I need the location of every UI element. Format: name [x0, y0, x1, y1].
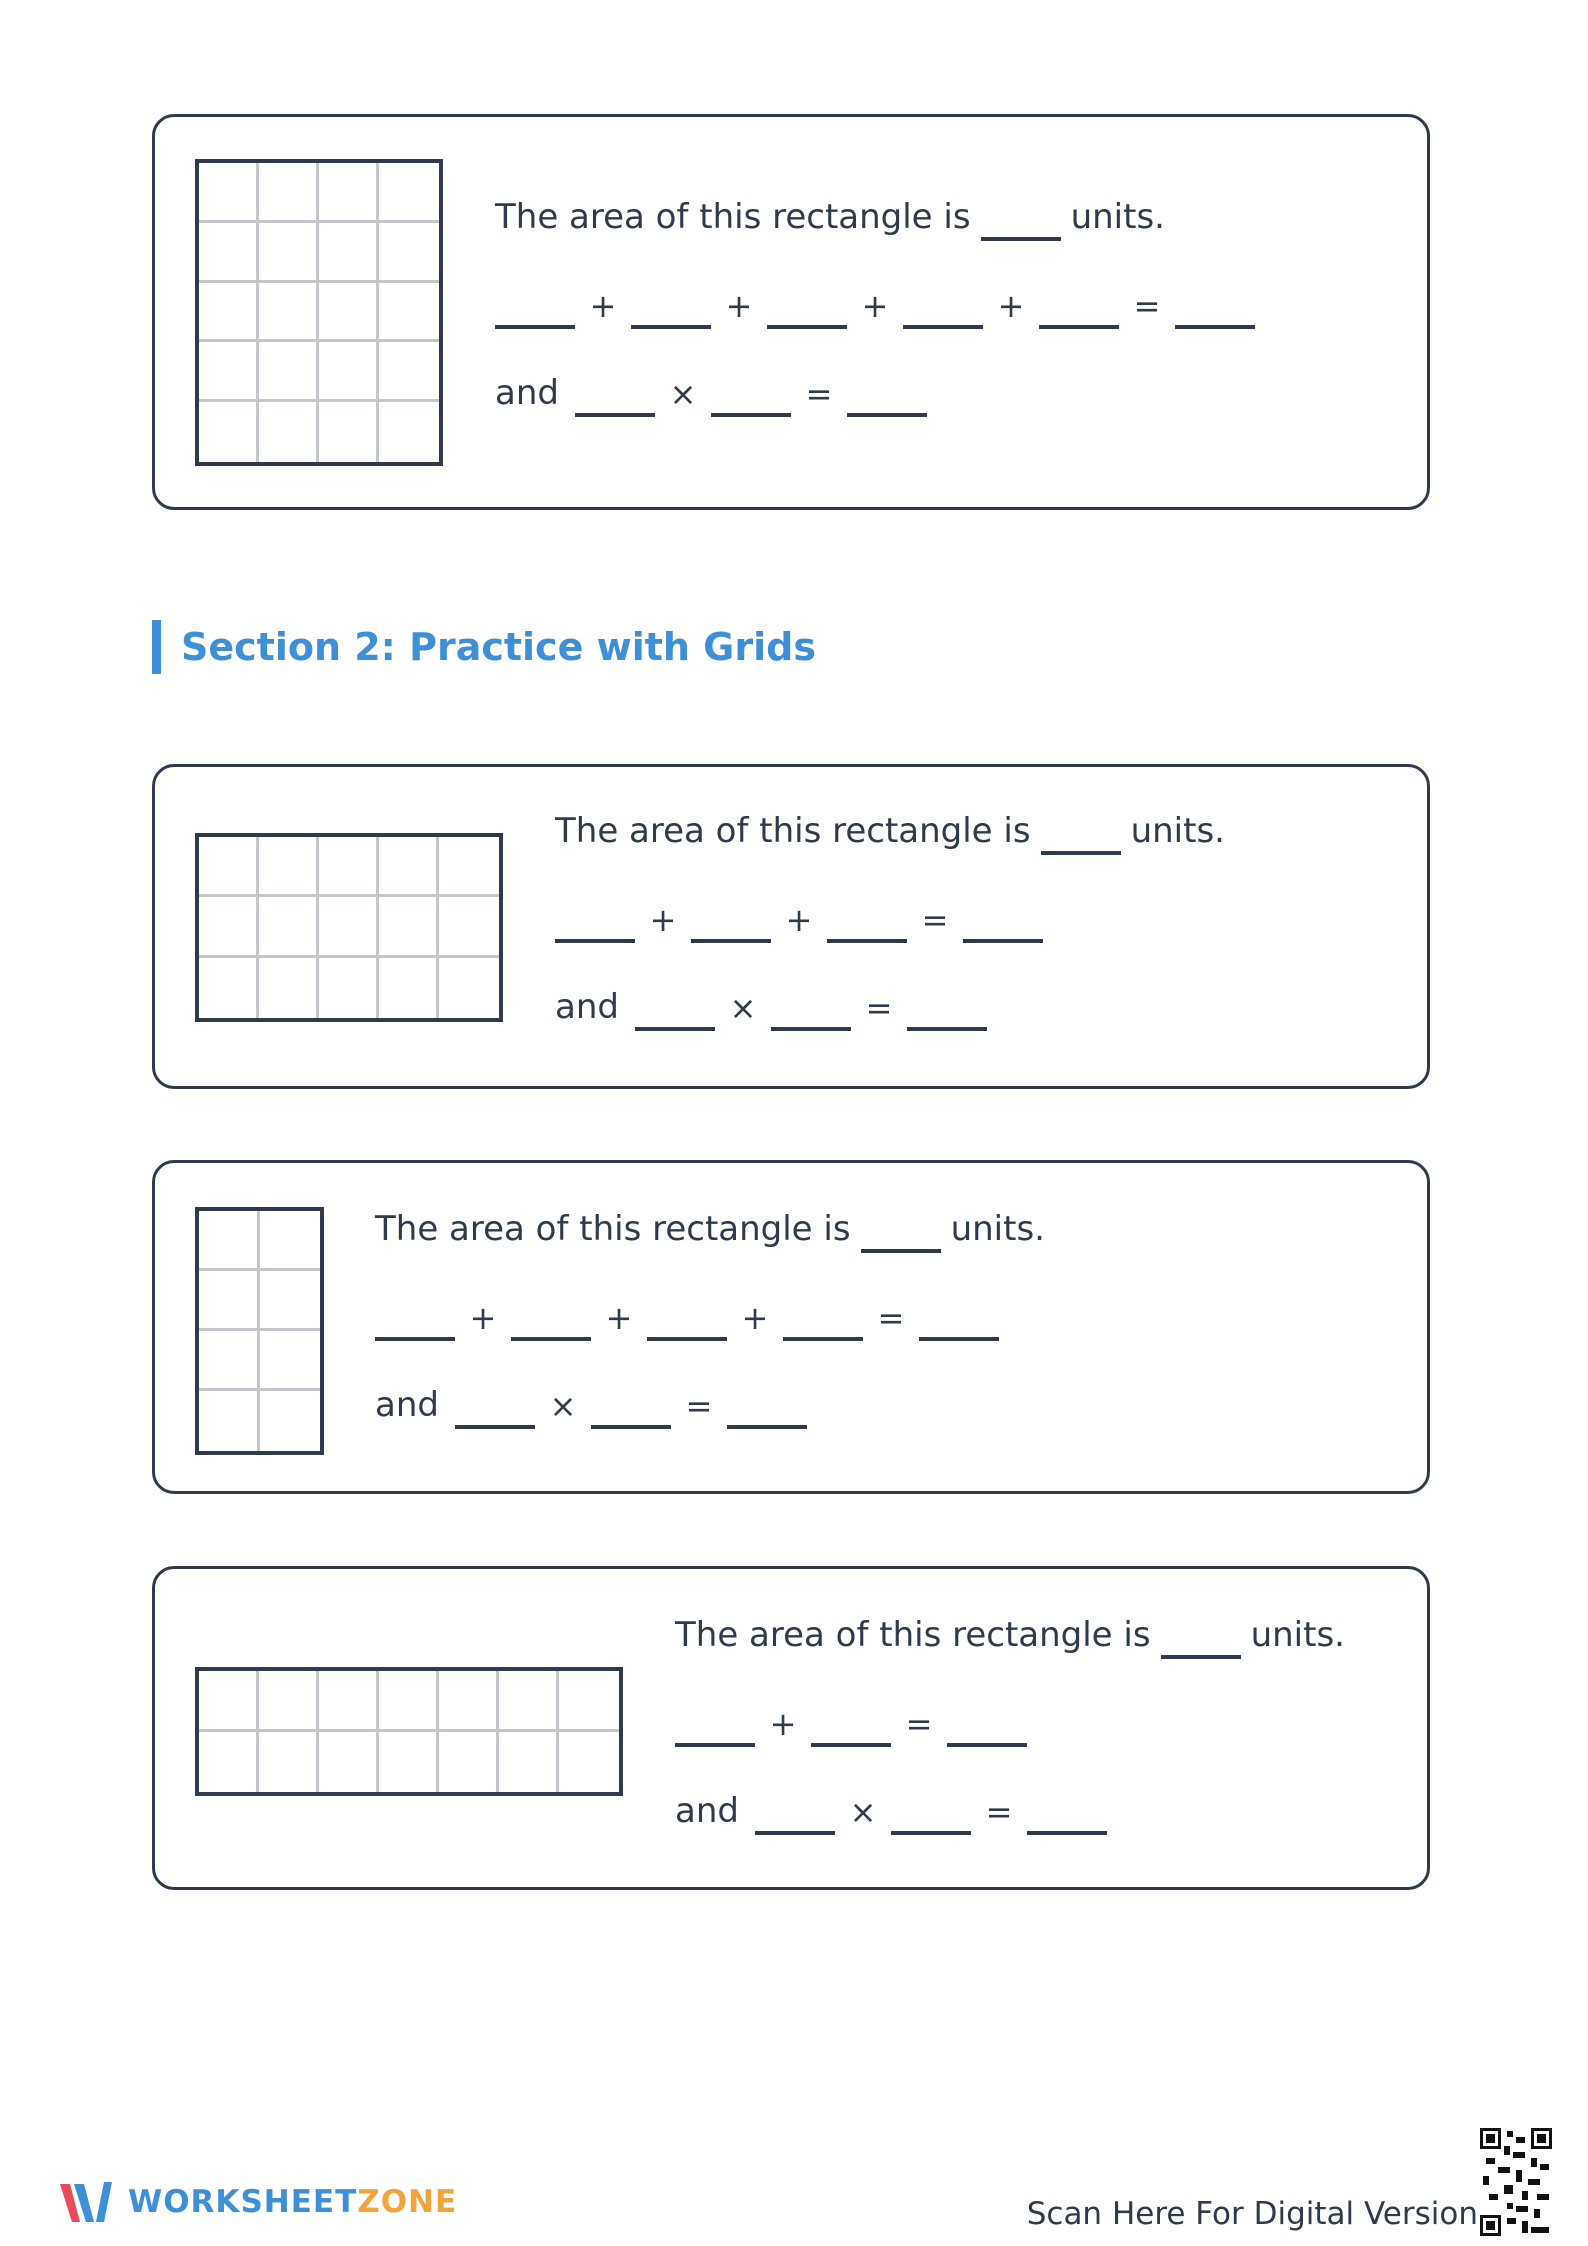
grid-cell: [319, 342, 379, 402]
addend-blank[interactable]: [647, 1337, 727, 1341]
grid-cell: [199, 1671, 259, 1732]
grid-cell: [199, 223, 259, 283]
area-text: The area of this rectangle is: [555, 811, 1031, 851]
addend-blank[interactable]: [691, 939, 771, 943]
sum-blank[interactable]: [963, 939, 1043, 943]
equals-sign: =: [905, 1705, 933, 1743]
grid-cell: [199, 837, 259, 897]
plus-sign: +: [649, 901, 677, 939]
problem-card-3: [152, 1160, 1430, 1494]
plus-sign: +: [605, 1299, 633, 1337]
plus-sign: +: [741, 1299, 769, 1337]
answer-blank[interactable]: [861, 1249, 941, 1253]
grid-cell: [559, 1732, 619, 1793]
sum-blank[interactable]: [947, 1743, 1027, 1747]
rectangle-grid: [195, 159, 443, 466]
product-blank[interactable]: [847, 413, 927, 417]
plus-sign: +: [469, 1299, 497, 1337]
and-label: and: [675, 1791, 739, 1831]
grid-cell: [259, 1671, 319, 1732]
section-heading: [152, 620, 816, 674]
product-blank[interactable]: [727, 1425, 807, 1429]
grid-cell: [199, 1271, 260, 1331]
addend-blank[interactable]: [375, 1337, 455, 1341]
problem-card-1: [152, 114, 1430, 510]
area-text: The area of this rectangle is: [495, 197, 971, 237]
grid-cell: [439, 1732, 499, 1793]
multiplication-equation: [375, 1379, 1045, 1431]
grid-cell: [199, 1331, 260, 1391]
grid-cell: [439, 1671, 499, 1732]
addend-blank[interactable]: [555, 939, 635, 943]
grid-cell: [439, 837, 499, 897]
grid-cell: [259, 163, 319, 223]
equals-sign: =: [985, 1793, 1013, 1831]
times-sign: ×: [549, 1387, 577, 1425]
question-block: [555, 809, 1225, 1033]
problem-card-2: [152, 764, 1430, 1089]
area-text: The area of this rectangle is: [375, 1209, 851, 1249]
grid-cell: [199, 1732, 259, 1793]
grid-cell: [379, 283, 439, 343]
section-title: Section 2: Practice with Grids: [181, 625, 816, 669]
product-blank[interactable]: [907, 1027, 987, 1031]
plus-sign: +: [785, 901, 813, 939]
factor-blank[interactable]: [771, 1027, 851, 1031]
grid-cell: [319, 837, 379, 897]
grid-cell: [259, 223, 319, 283]
answer-blank[interactable]: [1161, 1655, 1241, 1659]
plus-sign: +: [725, 287, 753, 325]
sum-blank[interactable]: [919, 1337, 999, 1341]
factor-blank[interactable]: [591, 1425, 671, 1429]
times-sign: ×: [669, 375, 697, 413]
grid-cell: [199, 163, 259, 223]
equals-sign: =: [805, 375, 833, 413]
grid-cell: [379, 163, 439, 223]
grid-cell: [199, 283, 259, 343]
grid-cell: [199, 1211, 260, 1271]
units-text: units.: [1130, 811, 1225, 851]
addition-equation: [495, 279, 1255, 331]
grid-cell: [260, 1271, 321, 1331]
brand-part-worksheet: WORKSHEET: [128, 2184, 358, 2220]
and-label: and: [375, 1385, 439, 1425]
addend-blank[interactable]: [827, 939, 907, 943]
grid-cell: [199, 958, 259, 1018]
units-text: units.: [950, 1209, 1045, 1249]
plus-sign: +: [997, 287, 1025, 325]
grid-cell: [199, 402, 259, 462]
equals-sign: =: [685, 1387, 713, 1425]
and-label: and: [495, 373, 559, 413]
multiplication-equation: [675, 1785, 1345, 1837]
grid-cell: [319, 1671, 379, 1732]
brand-name: [128, 2184, 457, 2220]
grid-cell: [259, 837, 319, 897]
grid-cell: [499, 1732, 559, 1793]
grid-cell: [199, 1391, 260, 1451]
grid-cell: [319, 283, 379, 343]
multiplication-equation: [555, 981, 1225, 1033]
grid-cell: [379, 223, 439, 283]
grid-cell: [499, 1671, 559, 1732]
equals-sign: =: [921, 901, 949, 939]
grid-cell: [259, 402, 319, 462]
answer-blank[interactable]: [981, 237, 1061, 241]
grid-cell: [199, 897, 259, 957]
grid-cell: [259, 958, 319, 1018]
problem-card-4: [152, 1566, 1430, 1890]
grid-cell: [260, 1331, 321, 1391]
area-text: The area of this rectangle is: [675, 1615, 1151, 1655]
grid-cell: [379, 1671, 439, 1732]
qr-code-icon[interactable]: [1480, 2128, 1552, 2236]
and-label: and: [555, 987, 619, 1027]
grid-cell: [319, 897, 379, 957]
factor-blank[interactable]: [891, 1831, 971, 1835]
question-block: [675, 1613, 1345, 1837]
addend-blank[interactable]: [631, 325, 711, 329]
grid-cell: [259, 897, 319, 957]
brand-part-zone: ZONE: [357, 2184, 458, 2220]
units-text: units.: [1070, 197, 1165, 237]
grid-cell: [199, 342, 259, 402]
grid-cell: [319, 1732, 379, 1793]
grid-cell: [559, 1671, 619, 1732]
brand-logo: [56, 2176, 457, 2228]
grid-cell: [379, 837, 439, 897]
addend-blank[interactable]: [511, 1337, 591, 1341]
addition-equation: [555, 893, 1225, 945]
factor-blank[interactable]: [711, 413, 791, 417]
grid-cell: [379, 342, 439, 402]
addend-blank[interactable]: [675, 1743, 755, 1747]
grid-cell: [379, 897, 439, 957]
grid-cell: [319, 163, 379, 223]
scan-text: Scan Here For Digital Version: [1026, 2196, 1478, 2232]
grid-cell: [260, 1391, 321, 1451]
addend-blank[interactable]: [1039, 325, 1119, 329]
question-block: [495, 195, 1255, 419]
grid-cell: [259, 1732, 319, 1793]
addend-blank[interactable]: [495, 325, 575, 329]
addition-equation: [675, 1697, 1345, 1749]
addend-blank[interactable]: [783, 1337, 863, 1341]
grid-cell: [259, 283, 319, 343]
rectangle-grid: [195, 1667, 623, 1796]
answer-blank[interactable]: [1041, 851, 1121, 855]
addend-blank[interactable]: [767, 325, 847, 329]
grid-cell: [379, 402, 439, 462]
grid-cell: [439, 958, 499, 1018]
factor-blank[interactable]: [635, 1027, 715, 1031]
equals-sign: =: [1133, 287, 1161, 325]
factor-blank[interactable]: [455, 1425, 535, 1429]
question-block: [375, 1207, 1045, 1431]
rectangle-grid: [195, 1207, 324, 1455]
grid-cell: [439, 897, 499, 957]
area-sentence: [675, 1613, 1345, 1661]
sum-blank[interactable]: [1175, 325, 1255, 329]
addition-equation: [375, 1291, 1045, 1343]
times-sign: ×: [849, 1793, 877, 1831]
equals-sign: =: [865, 989, 893, 1027]
factor-blank[interactable]: [575, 413, 655, 417]
grid-cell: [319, 223, 379, 283]
plus-sign: +: [861, 287, 889, 325]
product-blank[interactable]: [1027, 1831, 1107, 1835]
units-text: units.: [1250, 1615, 1345, 1655]
times-sign: ×: [729, 989, 757, 1027]
plus-sign: +: [589, 287, 617, 325]
grid-cell: [379, 958, 439, 1018]
grid-cell: [319, 402, 379, 462]
rectangle-grid: [195, 833, 503, 1022]
grid-cell: [379, 1732, 439, 1793]
grid-cell: [259, 342, 319, 402]
equals-sign: =: [877, 1299, 905, 1337]
factor-blank[interactable]: [755, 1831, 835, 1835]
plus-sign: +: [769, 1705, 797, 1743]
area-sentence: [375, 1207, 1045, 1255]
grid-cell: [260, 1211, 321, 1271]
multiplication-equation: [495, 367, 1255, 419]
worksheetzone-w-logo-icon: [56, 2176, 114, 2228]
addend-blank[interactable]: [811, 1743, 891, 1747]
area-sentence: [555, 809, 1225, 857]
area-sentence: [495, 195, 1255, 243]
grid-cell: [319, 958, 379, 1018]
addend-blank[interactable]: [903, 325, 983, 329]
